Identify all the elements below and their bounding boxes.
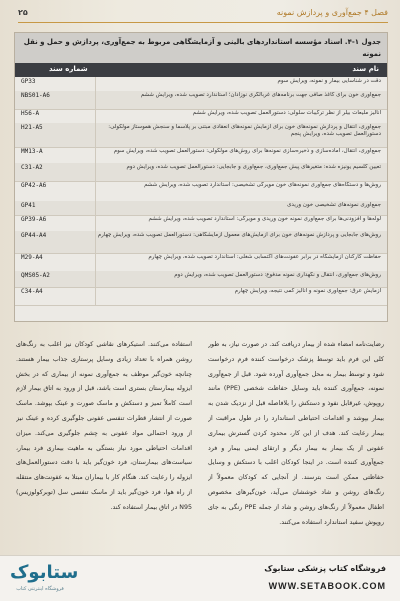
standard-code: QMS05-A2	[21, 272, 50, 279]
standard-code: C31-A2	[21, 164, 43, 171]
page-header	[18, 8, 388, 22]
setabook-logo	[10, 562, 79, 594]
body-column-right: رضایت‌نامه امضاء شده از بیمار دریافت کند. در صورت نیاز، به طور کلی این فرم باید توسط پزشک درخواست کننده فرم درخواست شود و توسط بیمار به محل جمع‌آوری آورده شود. قبل از جمع‌آوری نمونه، جمع‌آوری کننده باید وسایل حفاظت شخصی (PPE) مانند روپوش، غیرقابل نفوذ و دستکش را بلافاصله قبل از نزدیک شدن به بیمار بپوشد و اقدامات احتیاطی استاندارد را در طول مراقبت از بیمار رعایت کند. هدف از این کار، محدود کردن گسترش بیماری عفونی از یک بیمار به بیمار دیگر و ارتقای ایمنی بیمار و فرد جمع‌آوری کننده است. در اینجا کودکان اغلب با دستکش و وسایل حفاظتی ممکن است بترسند. از آنجایی که کودکان معمولاً از رنگ‌های روشن و شاد خوششان می‌آید، خون‌گیرهای مخصوص اطفال معمولاً از رنگ‌های روشن و شاد از جمله PPE رنگی به جای روپوش سفید استاندارد استفاده می‌کنند.	[208, 341, 384, 526]
standard-name: تعیین کلسیم یونیزه شده: متغیرهای پیش جمع‌آوری، جمع‌آوری و جابجایی: دستورالعمل تصویب شده، ویرایش دوم	[126, 164, 381, 170]
column-divider	[95, 253, 96, 271]
standard-code: GP41	[21, 202, 36, 209]
table-row	[15, 91, 387, 110]
standard-code: C34-A4	[21, 288, 43, 295]
column-divider	[95, 181, 96, 201]
standard-code: GP33	[21, 78, 36, 85]
standard-name: جمع‌آوری خون برای کاغذ صافی جهت برنامه‌های غربالگری نوزادان؛ استاندارد تصویب شده، ویرایش ششم	[140, 92, 381, 98]
standard-name: روش‌های جابجایی و پردازش نمونه‌های خون برای آزمایش‌های معمول آزمایشگاهی: دستورالعمل تصویب شده، ویرایش چهارم	[97, 232, 381, 238]
logo-mark: ستابوک	[10, 562, 79, 583]
standard-code: H21-A5	[21, 124, 43, 131]
standard-name: آنالیز ملیعات بیلر از نظر ترکیبات سلولی: دستورالعمل تصویب شده، ویرایش ششم	[192, 110, 381, 116]
table-row	[15, 287, 387, 306]
body-column-left: استفاده می‌کنند. استیکرهای نقاشی کودکان نیز اغلب به رنگ‌های روشن همراه با تعداد زیادی وسایل پرستاری جذاب بیمار هستند. چنانچه خون‌گیر موظف به جمع‌آوری نمونه از بیماری که در بخش ایزوله بیمارستان بستری است باشد، قبل از ورود به اتاق بیمار لازم است کاملاً تمیز و دستکش و ماسک صورت و عینک بپوشد. ماسک صورت از انتشار قطرات تنفسی عفونی جلوگیری کرده و عینک نیز از ورود احتمالی مواد عفونی به چشم جلوگیری می‌کند. میزان اقدامات احتیاطی مورد نیاز بستگی به ماهیت بیماری فرد بیمار، سیاست‌های بیمارستان، فرد خون‌گیر باید با دقت دستورالعمل‌های ایزوله را رعایت کند. هنگام کار با بیماران مبتلا به عفونت‌های منتقله از راه هوا، فرد خون‌گیر باید از ماسک تنفسی سل (توبرکولوزیس) N95 در اتاق بیمار استفاده کند.	[16, 341, 192, 511]
standard-code: MM13-A	[21, 148, 43, 155]
standard-name: حفاظت کارکنان آزمایشگاه در برابر عفونت‌های اکتسابی شغلی: استاندارد تصویب شده، ویرایش چهارم	[148, 254, 381, 260]
column-divider	[95, 163, 96, 181]
standard-name: روش‌های جمع‌آوری، انتقال و نگهداری نمونه مدفوع: دستورالعمل تصویب شده، ویرایش دوم	[174, 272, 381, 278]
column-header-code: شماره سند	[49, 65, 88, 73]
store-title: فروشگاه کتاب پزشکی ستابوک	[264, 564, 386, 573]
page-number: ۲۵	[18, 8, 28, 17]
header-rule	[18, 22, 388, 23]
table-row	[15, 163, 387, 182]
standard-code: GP42-A6	[21, 182, 47, 189]
standard-code: NBS01-A6	[21, 92, 50, 99]
column-divider	[95, 109, 96, 123]
standard-code: GP39-A6	[21, 216, 47, 223]
column-divider	[95, 231, 96, 253]
table-row	[15, 77, 387, 92]
table-row	[15, 215, 387, 232]
table-header-row	[15, 63, 387, 77]
table-row	[15, 271, 387, 288]
logo-subtitle: فروشگاه اینترنتی کتاب	[16, 586, 64, 592]
column-divider	[95, 77, 96, 91]
column-divider	[95, 271, 96, 287]
store-url[interactable]: WWW.SETABOOK.COM	[268, 581, 386, 591]
column-divider	[95, 287, 96, 305]
table-row	[15, 253, 387, 272]
standard-name: جمع‌آوری، انتقال و پردازش نمونه‌های خون برای آزمایش نمونه‌های انعقادی مبتنی بر پلاسما و سنجش هموستاز مولکولی: دستورالعمل تصویب شده، ویرایش پنجم	[108, 124, 381, 137]
table-row	[15, 181, 387, 202]
column-divider	[95, 201, 96, 215]
standards-table	[14, 32, 388, 322]
footer-banner	[0, 555, 400, 601]
column-divider	[95, 147, 96, 163]
standard-code: M29-A4	[21, 254, 43, 261]
column-header-name: نام سند	[352, 65, 379, 73]
table-caption: جدول ۱-۴. اسناد مؤسسه استانداردهای بالینی و آزمایشگاهی مربوط به جمع‌آوری، پردازش و حمل و نقل نمونه	[15, 33, 387, 63]
standard-name: دقت در شناسایی بیمار و نمونه، ویرایش سوم	[277, 78, 381, 84]
table-row	[15, 147, 387, 164]
standard-name: جمع‌آوری نمونه‌های تشخیصی خون وریدی	[287, 202, 381, 208]
column-divider	[95, 215, 96, 231]
table-row	[15, 123, 387, 148]
table-row	[15, 109, 387, 124]
standard-code: GP44-A4	[21, 232, 47, 239]
standard-name: آزمایش عرق: جمع‌آوری نمونه و آنالیز کمی نتیجه، ویرایش چهارم	[234, 288, 381, 294]
column-divider	[95, 123, 96, 147]
standard-name: لوله‌ها و افزودنی‌ها برای جمع‌آوری نمونه خون وریدی و مویرگی: استاندارد تصویب شده، ویرایش ششم	[148, 216, 381, 222]
standard-name: روش‌ها و دستگاه‌های جمع‌آوری نمونه‌های خون مویرگی تشخیصی: استاندارد تصویب شده، ویرایش ششم	[144, 182, 381, 188]
table-row	[15, 201, 387, 216]
standard-code: H56-A	[21, 110, 40, 117]
chapter-title: فصل ۴ جمع‌آوری و پردازش نمونه	[276, 8, 388, 17]
column-divider	[95, 91, 96, 109]
standard-name: جمع‌آوری، انتقال، آماده‌سازی و ذخیره‌سازی نمونه‌ها برای روش‌های مولکولی: دستورالعمل تصویب شده، ویرایش سوم	[113, 148, 381, 154]
table-row	[15, 231, 387, 254]
